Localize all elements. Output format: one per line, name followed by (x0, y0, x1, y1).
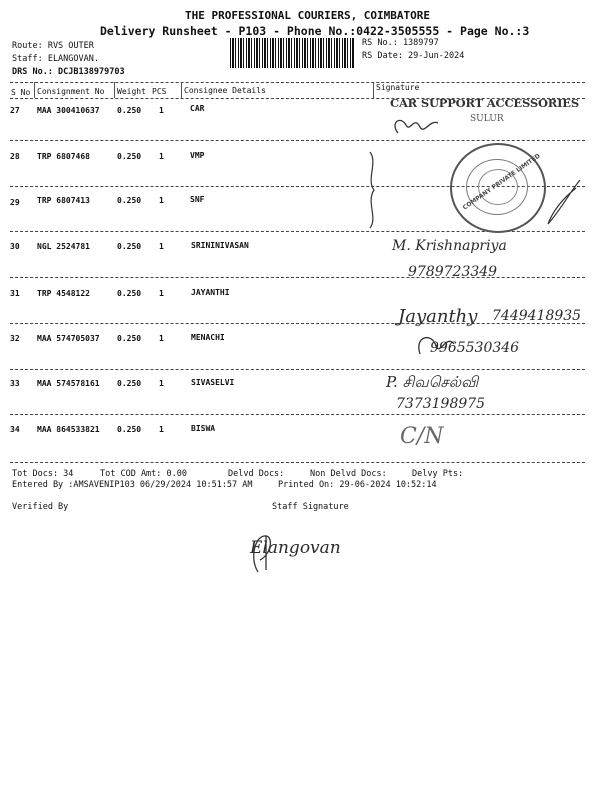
company-title: THE PROFESSIONAL COURIERS, COIMBATORE (185, 9, 431, 22)
row-consignment: MAA 864533821 (37, 425, 100, 434)
handwritten-phone-33: 7373198975 (396, 396, 486, 412)
col-signature: Signature (376, 83, 420, 92)
stamp-sulur: SULUR (470, 114, 504, 124)
row-consignee: SRININIVASAN (191, 241, 249, 250)
row-pcs: 1 (159, 242, 164, 251)
row-weight: 0.250 (117, 334, 142, 343)
row-consignee: JAYANTHI (191, 288, 230, 297)
row-consignment: TRP 6807413 (37, 196, 90, 205)
staff-signature-flourish (244, 530, 284, 576)
row-separator (10, 369, 585, 370)
brace-mark (360, 150, 390, 230)
entered-by: Entered By :AMSAVENIP103 06/29/2024 10:51:57 AM (12, 480, 253, 490)
row-weight: 0.250 (117, 106, 142, 115)
staff-signature: Elangovan (250, 538, 341, 558)
handwritten-name-31: Jayanthy (398, 306, 478, 327)
row-consignment: TRP 4548122 (37, 289, 90, 298)
row-sno: 29 (10, 198, 20, 207)
col-weight: Weight (117, 87, 146, 96)
handwritten-phone-30: 9789723349 (408, 264, 498, 280)
runsheet-title: Delivery Runsheet - P103 - Phone No.:0422-3505555 - Page No.:3 (100, 24, 530, 38)
signature-scribble-27 (380, 105, 460, 145)
table-top-line (10, 82, 585, 83)
row-pcs: 1 (159, 152, 164, 161)
stamp-car-support: CAR SUPPORT ACCESSORIES (390, 96, 579, 110)
row-consignment: TRP 6807468 (37, 152, 90, 161)
col-consignee: Consignee Details (184, 86, 266, 95)
verified-by: Verified By (12, 502, 69, 512)
route-label: Route: RVS OUTER (12, 41, 94, 51)
row-sno: 32 (10, 334, 20, 343)
row-consignment: MAA 574705037 (37, 334, 100, 343)
col-divider (181, 82, 182, 98)
row-consignee: SIVASELVI (191, 378, 235, 387)
row-separator (10, 140, 585, 141)
handwritten-cn: C/N (400, 424, 444, 449)
seal-scribble (540, 178, 585, 228)
delvy-pts: Delvy Pts: (412, 469, 464, 479)
row-weight: 0.250 (117, 196, 142, 205)
row-weight: 0.250 (117, 242, 142, 251)
row-sno: 28 (10, 152, 20, 161)
row-separator (10, 414, 585, 415)
row-sno: 33 (10, 379, 20, 388)
rs-date: RS Date: 29-Jun-2024 (362, 51, 465, 61)
row-consignee: VMP (190, 151, 205, 160)
row-sno: 34 (10, 425, 20, 434)
row-consignment: MAA 574578161 (37, 379, 100, 388)
company-seal (450, 143, 546, 233)
printed-on: Printed On: 29-06-2024 10:52:14 (278, 480, 437, 490)
row-sno: 27 (10, 106, 20, 115)
row-sno: 31 (10, 289, 20, 298)
tot-docs: Tot Docs: 34 (12, 469, 74, 479)
row-consignee: CAR (190, 104, 205, 113)
tot-cod-amt: Tot COD Amt: 0.00 (100, 469, 187, 479)
delvd-docs: Delvd Docs: (228, 469, 285, 479)
handwritten-phone-31: 7449418935 (492, 308, 582, 324)
row-consignee: MENACHI (191, 333, 225, 342)
row-weight: 0.250 (117, 379, 142, 388)
row-pcs: 1 (159, 106, 164, 115)
row-pcs: 1 (159, 379, 164, 388)
row-consignee: BISWA (191, 424, 216, 433)
row-separator (10, 277, 585, 278)
col-divider (34, 82, 35, 98)
row-weight: 0.250 (117, 152, 142, 161)
handwritten-phone-32: 9965530346 (430, 340, 520, 356)
handwritten-name-30: M. Krishnapriya (392, 238, 507, 254)
non-delvd-docs: Non Delvd Docs: (310, 469, 387, 479)
row-pcs: 1 (159, 196, 164, 205)
col-divider (114, 82, 115, 98)
row-pcs: 1 (159, 425, 164, 434)
staff-signature-label: Staff Signature (272, 502, 349, 512)
table-bottom-line (10, 462, 585, 463)
row-pcs: 1 (159, 289, 164, 298)
row-weight: 0.250 (117, 425, 142, 434)
row-weight: 0.250 (117, 289, 142, 298)
barcode (230, 38, 354, 68)
drs-number: DRS No.: DCJB138979703 (12, 67, 125, 77)
handwritten-name-33: P. சிவசெல்வி (386, 373, 479, 391)
col-sno: S No (11, 88, 31, 97)
seal-text: COMPANY PRIVATE LIMITED (461, 152, 542, 212)
row-pcs: 1 (159, 334, 164, 343)
col-pcs: PCS (152, 87, 167, 96)
col-divider (373, 82, 374, 98)
row-consignee: SNF (190, 195, 205, 204)
row-consignment: NGL 2524781 (37, 242, 90, 251)
row-consignment: MAA 300410637 (37, 106, 100, 115)
col-consignment: Consignment No (37, 87, 105, 96)
row-sno: 30 (10, 242, 20, 251)
staff-label: Staff: ELANGOVAN. (12, 54, 99, 64)
rs-number: RS No.: 1389797 (362, 38, 439, 48)
